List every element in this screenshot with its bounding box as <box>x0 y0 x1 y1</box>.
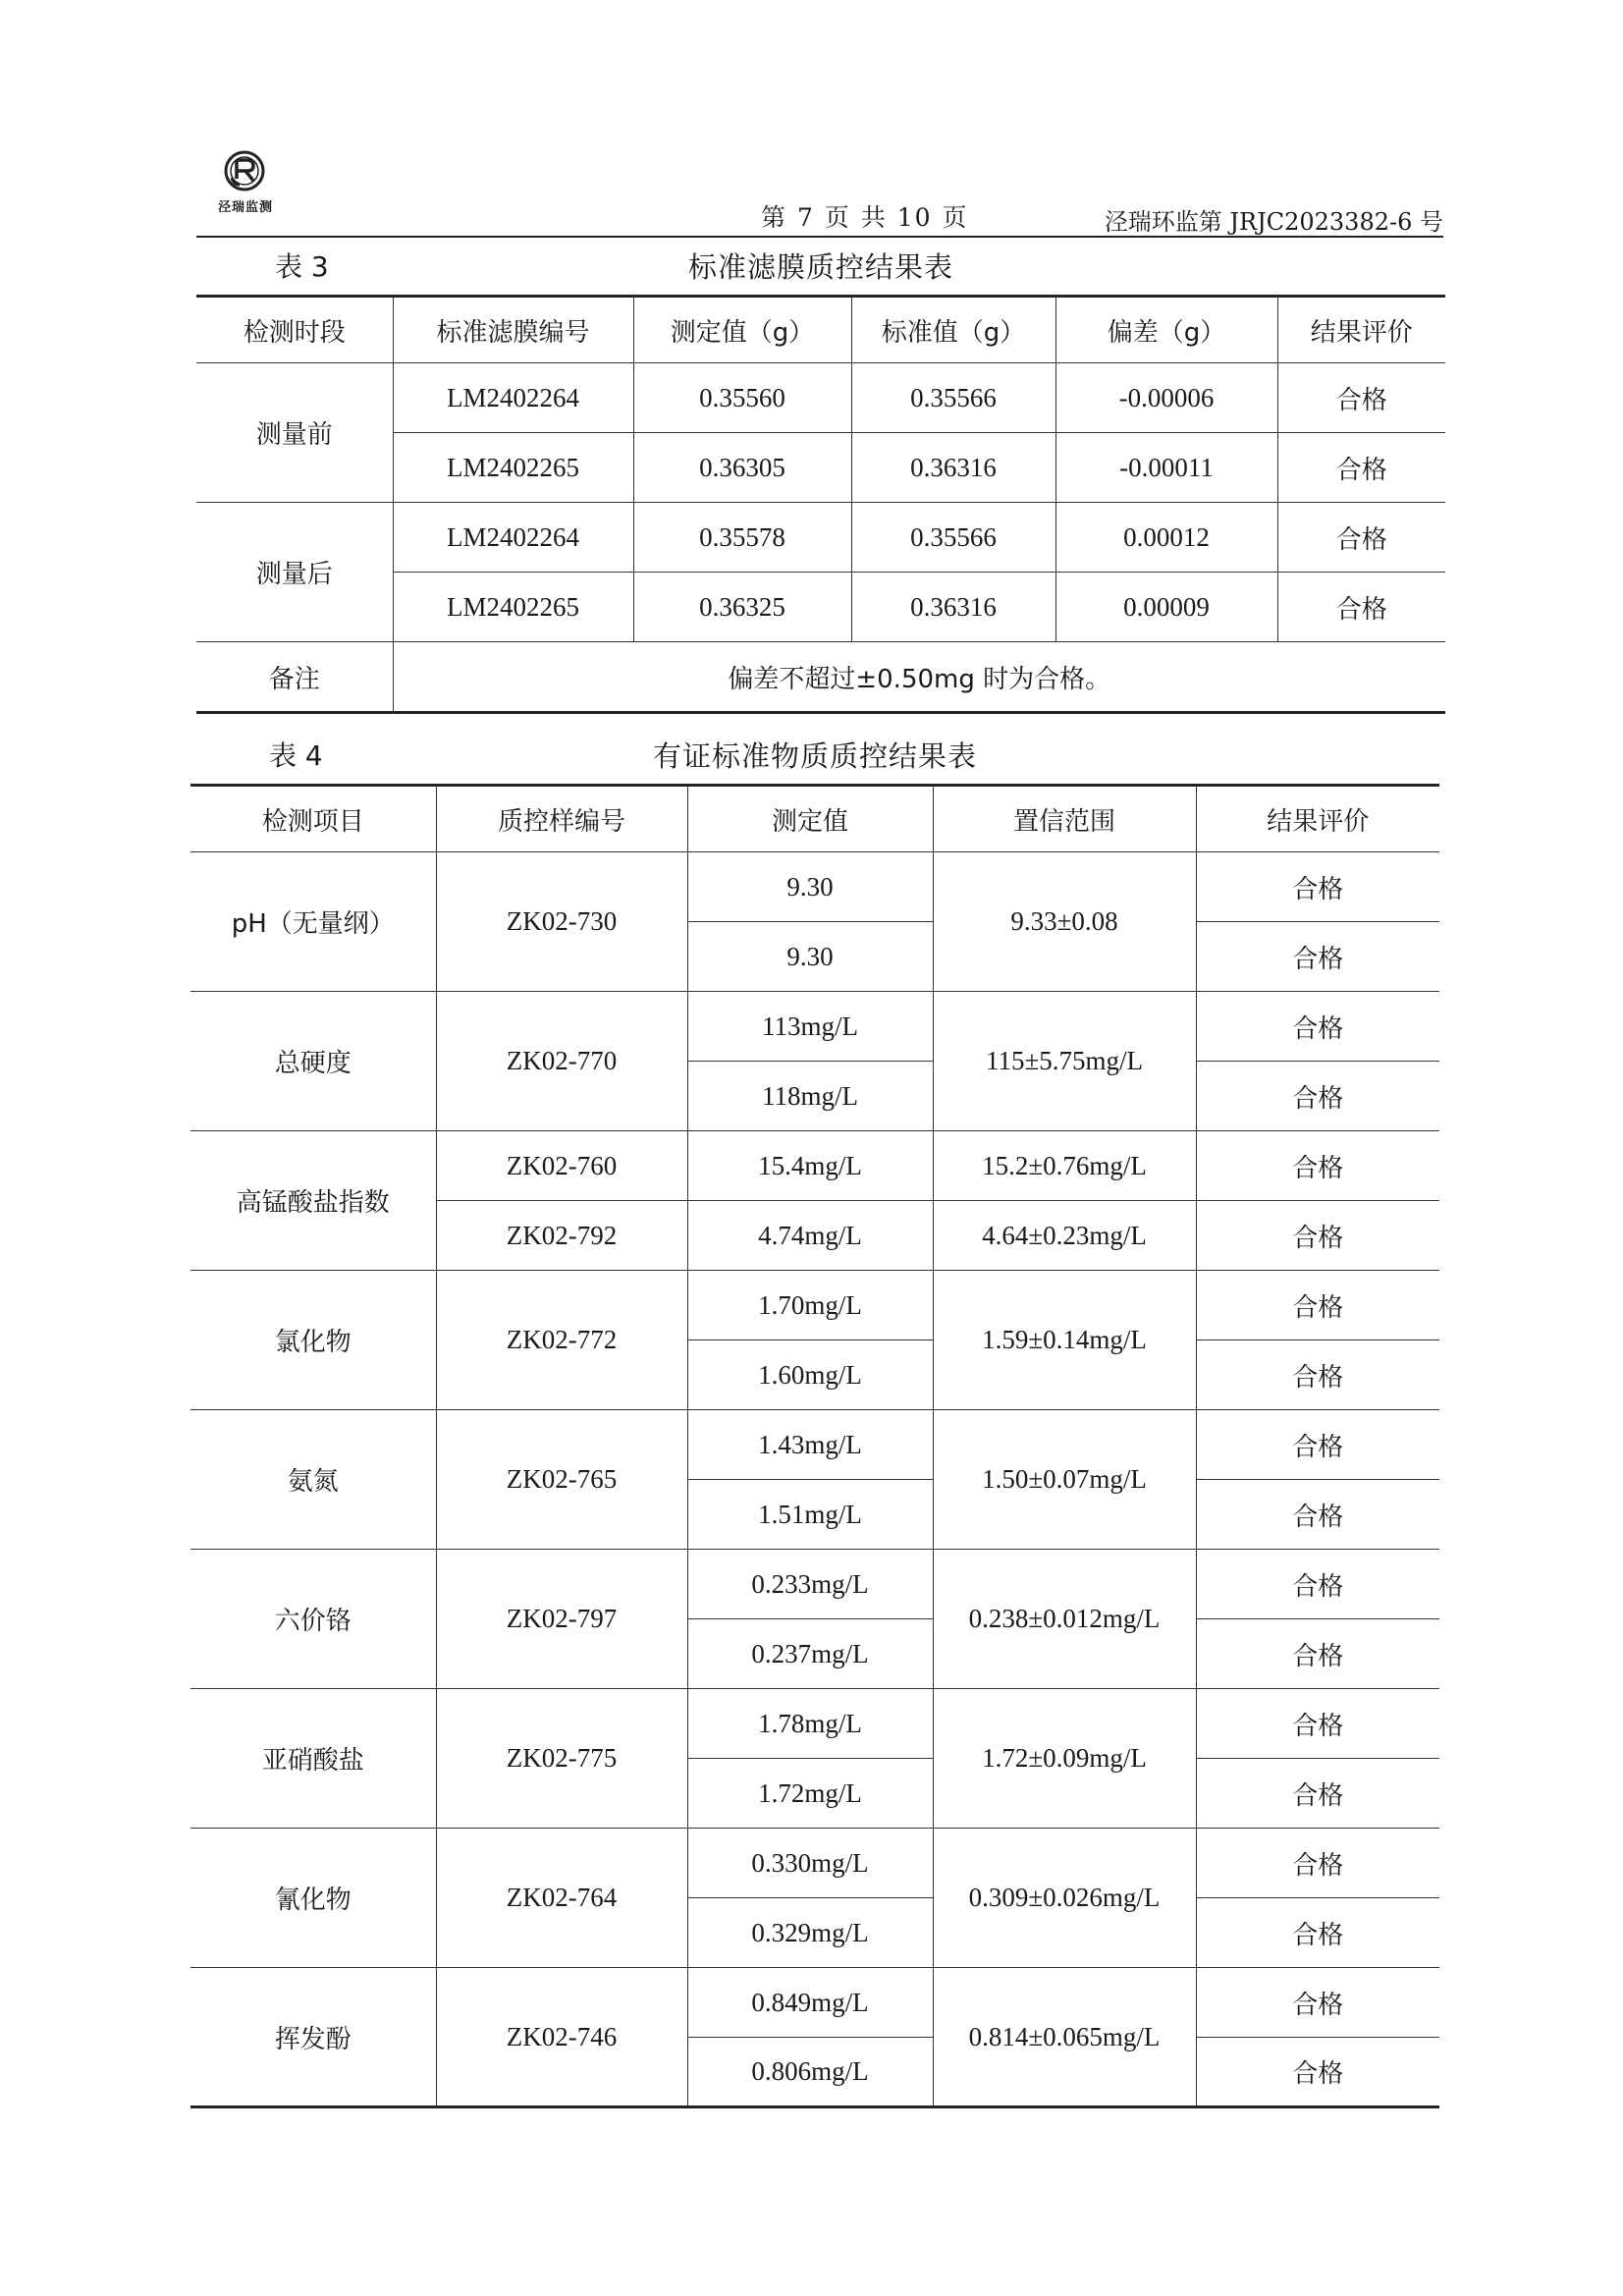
table4-caption <box>269 735 1439 774</box>
measured-cell: 1.72mg/L <box>687 1759 933 1829</box>
result-cell: 合格 <box>1196 1619 1439 1689</box>
table-row <box>190 1689 1439 1759</box>
page-number: 第 7 页 共 10 页 <box>761 203 969 232</box>
table-row <box>190 1131 1439 1201</box>
item-name-cell: 氯化物 <box>190 1271 436 1410</box>
code-cell: ZK02-765 <box>436 1410 687 1550</box>
result-cell: 合格 <box>1196 1829 1439 1898</box>
result-cell: 合格 <box>1277 363 1445 433</box>
result-cell: 合格 <box>1277 433 1445 503</box>
standard-cell: 0.36316 <box>851 433 1055 503</box>
table4-header-code: 质控样编号 <box>436 786 687 852</box>
table4-title: 有证标准物质质控结果表 <box>652 739 977 773</box>
table-row <box>190 852 1439 922</box>
range-cell: 115±5.75mg/L <box>933 992 1196 1131</box>
code-cell: ZK02-770 <box>436 992 687 1131</box>
result-cell: 合格 <box>1196 1759 1439 1829</box>
item-name-cell: 亚硝酸盐 <box>190 1689 436 1829</box>
table-row <box>196 363 1445 433</box>
table4-header-measured: 测定值 <box>687 786 933 852</box>
filter-id-cell: LM2402264 <box>393 363 633 433</box>
deviation-cell: 0.00009 <box>1055 573 1277 642</box>
period-cell: 测量前 <box>196 363 393 503</box>
table3-header-result: 结果评价 <box>1277 297 1445 363</box>
range-cell: 0.238±0.012mg/L <box>933 1550 1196 1689</box>
measured-cell: 1.43mg/L <box>687 1410 933 1480</box>
result-cell: 合格 <box>1196 922 1439 992</box>
range-cell: 4.64±0.23mg/L <box>933 1201 1196 1271</box>
page-header <box>196 147 1443 238</box>
table-row <box>190 1968 1439 2038</box>
table3-note-row <box>196 642 1445 713</box>
table3-header-measured: 测定值（g） <box>633 297 851 363</box>
measured-cell: 1.60mg/L <box>687 1340 933 1410</box>
code-cell: ZK02-760 <box>436 1131 687 1201</box>
result-cell: 合格 <box>1196 1550 1439 1619</box>
measured-cell: 4.74mg/L <box>687 1201 933 1271</box>
result-cell: 合格 <box>1196 1968 1439 2038</box>
result-cell: 合格 <box>1196 1131 1439 1201</box>
table-row <box>190 1829 1439 1898</box>
result-cell: 合格 <box>1196 2038 1439 2107</box>
result-cell: 合格 <box>1196 1201 1439 1271</box>
table4-label: 表 4 <box>269 739 323 772</box>
result-cell: 合格 <box>1196 1689 1439 1759</box>
table-row <box>190 1271 1439 1340</box>
table3-header-standard: 标准值（g） <box>851 297 1055 363</box>
measured-cell: 0.233mg/L <box>687 1550 933 1619</box>
result-cell: 合格 <box>1277 573 1445 642</box>
table-row <box>190 1410 1439 1480</box>
table3-header-filter-id: 标准滤膜编号 <box>393 297 633 363</box>
table4-header-item: 检测项目 <box>190 786 436 852</box>
measured-cell: 118mg/L <box>687 1062 933 1131</box>
table3-title: 标准滤膜质控结果表 <box>687 250 953 284</box>
measured-cell: 0.237mg/L <box>687 1619 933 1689</box>
measured-cell: 0.35560 <box>633 363 851 433</box>
measured-cell: 1.78mg/L <box>687 1689 933 1759</box>
measured-cell: 15.4mg/L <box>687 1131 933 1201</box>
measured-cell: 0.329mg/L <box>687 1898 933 1968</box>
item-name-cell: 氨氮 <box>190 1410 436 1550</box>
filter-id-cell: LM2402265 <box>393 433 633 503</box>
note-text: 偏差不超过±0.50mg 时为合格。 <box>393 642 1445 713</box>
deviation-cell: -0.00006 <box>1055 363 1277 433</box>
reference-material-qc-table <box>190 784 1439 2108</box>
result-cell: 合格 <box>1196 1340 1439 1410</box>
item-name-cell: pH（无量纲） <box>190 852 436 992</box>
standard-cell: 0.36316 <box>851 573 1055 642</box>
table4-header-range: 置信范围 <box>933 786 1196 852</box>
code-cell: ZK02-772 <box>436 1271 687 1410</box>
measured-cell: 0.806mg/L <box>687 2038 933 2107</box>
range-cell: 1.72±0.09mg/L <box>933 1689 1196 1829</box>
code-cell: ZK02-764 <box>436 1829 687 1968</box>
note-label: 备注 <box>196 642 393 713</box>
result-cell: 合格 <box>1196 1480 1439 1550</box>
table3-header-period: 检测时段 <box>196 297 393 363</box>
table-row <box>190 1550 1439 1619</box>
range-cell: 1.50±0.07mg/L <box>933 1410 1196 1550</box>
item-name-cell: 高锰酸盐指数 <box>190 1131 436 1271</box>
item-name-cell: 总硬度 <box>190 992 436 1131</box>
table3-header-row <box>196 297 1445 363</box>
item-name-cell: 挥发酚 <box>190 1968 436 2107</box>
filter-id-cell: LM2402265 <box>393 573 633 642</box>
table4-header-row <box>190 786 1439 852</box>
deviation-cell: -0.00011 <box>1055 433 1277 503</box>
result-cell: 合格 <box>1196 852 1439 922</box>
result-cell: 合格 <box>1196 1062 1439 1131</box>
measured-cell: 0.330mg/L <box>687 1829 933 1898</box>
result-cell: 合格 <box>1196 1898 1439 1968</box>
table3-label: 表 3 <box>275 250 329 283</box>
report-number: 泾瑞环监第 JRJC2023382-6 号 <box>1104 208 1443 236</box>
range-cell: 0.309±0.026mg/L <box>933 1829 1196 1968</box>
result-cell: 合格 <box>1196 1271 1439 1340</box>
code-cell: ZK02-792 <box>436 1201 687 1271</box>
item-name-cell: 氰化物 <box>190 1829 436 1968</box>
standard-cell: 0.35566 <box>851 503 1055 573</box>
range-cell: 1.59±0.14mg/L <box>933 1271 1196 1410</box>
code-cell: ZK02-746 <box>436 1968 687 2107</box>
filter-qc-table <box>196 295 1445 714</box>
logo-text: 泾瑞监测 <box>217 200 273 215</box>
table3-header-deviation: 偏差（g） <box>1055 297 1277 363</box>
measured-cell: 0.36325 <box>633 573 851 642</box>
table-row <box>196 503 1445 573</box>
measured-cell: 1.51mg/L <box>687 1480 933 1550</box>
range-cell: 15.2±0.76mg/L <box>933 1131 1196 1201</box>
table3-caption <box>275 246 1445 285</box>
result-cell: 合格 <box>1196 1410 1439 1480</box>
table4-header-result: 结果评价 <box>1196 786 1439 852</box>
measured-cell: 113mg/L <box>687 992 933 1062</box>
range-cell: 9.33±0.08 <box>933 852 1196 992</box>
table-row <box>190 992 1439 1062</box>
measured-cell: 0.849mg/L <box>687 1968 933 2038</box>
measured-cell: 9.30 <box>687 852 933 922</box>
standard-cell: 0.35566 <box>851 363 1055 433</box>
code-cell: ZK02-730 <box>436 852 687 992</box>
deviation-cell: 0.00012 <box>1055 503 1277 573</box>
filter-id-cell: LM2402264 <box>393 503 633 573</box>
range-cell: 0.814±0.065mg/L <box>933 1968 1196 2107</box>
measured-cell: 1.70mg/L <box>687 1271 933 1340</box>
measured-cell: 0.36305 <box>633 433 851 503</box>
period-cell: 测量后 <box>196 503 393 642</box>
result-cell: 合格 <box>1277 503 1445 573</box>
code-cell: ZK02-797 <box>436 1550 687 1689</box>
measured-cell: 9.30 <box>687 922 933 992</box>
item-name-cell: 六价铬 <box>190 1550 436 1689</box>
result-cell: 合格 <box>1196 992 1439 1062</box>
code-cell: ZK02-775 <box>436 1689 687 1829</box>
measured-cell: 0.35578 <box>633 503 851 573</box>
